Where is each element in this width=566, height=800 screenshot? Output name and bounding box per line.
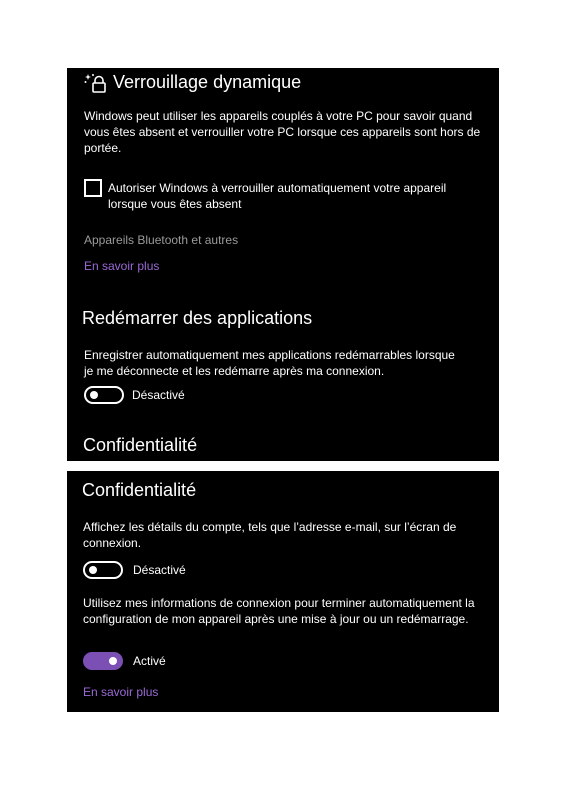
dynamic-lock-icon [83,72,109,94]
dynamic-lock-checkbox[interactable] [84,179,102,197]
account-details-description: Affichez les détails du compte, tels que l’adresse e-mail, sur l’écran de connexion. [83,520,457,550]
account-details-toggle-state: Désactivé [133,563,186,577]
restart-apps-description: Enregistrer automatiquement mes applications redémarrables lorsque je me déconnecte et les redémarre après ma connexion. [84,348,455,378]
account-details-toggle[interactable] [83,561,123,579]
dynamic-lock-description: Windows peut utiliser les appareils couplés à votre PC pour savoir quand vous êtes absent et verrouiller votre PC lorsque ces appareils sont hors de portée. [84,109,481,155]
toggle-knob [90,391,98,399]
dynamic-lock-learn-more-link[interactable]: En savoir plus [84,259,160,273]
settings-panel-privacy [67,471,499,712]
privacy-title: Confidentialité [82,480,197,500]
dynamic-lock-title: Verrouillage dynamique [113,72,302,92]
bluetooth-devices-link[interactable]: Appareils Bluetooth et autres [84,233,239,247]
dynamic-lock-checkbox-label[interactable]: Autoriser Windows à verrouiller automatiquement votre appareil lorsque vous êtes absent [108,181,447,211]
restart-apps-toggle[interactable] [84,386,124,404]
toggle-knob [109,657,117,665]
sign-in-info-toggle[interactable] [83,652,123,670]
toggle-knob [89,566,97,574]
restart-apps-toggle-state: Désactivé [132,388,185,402]
sign-in-info-description: Utilisez mes informations de connexion pour terminer automatiquement la configuration de mon appareil après une mise à jour ou un redémarrage. [83,596,475,626]
sign-in-info-toggle-state: Activé [133,654,166,668]
privacy-title-partial: Confidentialité [83,435,198,455]
restart-apps-title: Redémarrer des applications [82,308,313,328]
settings-panel-top [67,68,499,461]
privacy-learn-more-link[interactable]: En savoir plus [83,685,159,699]
